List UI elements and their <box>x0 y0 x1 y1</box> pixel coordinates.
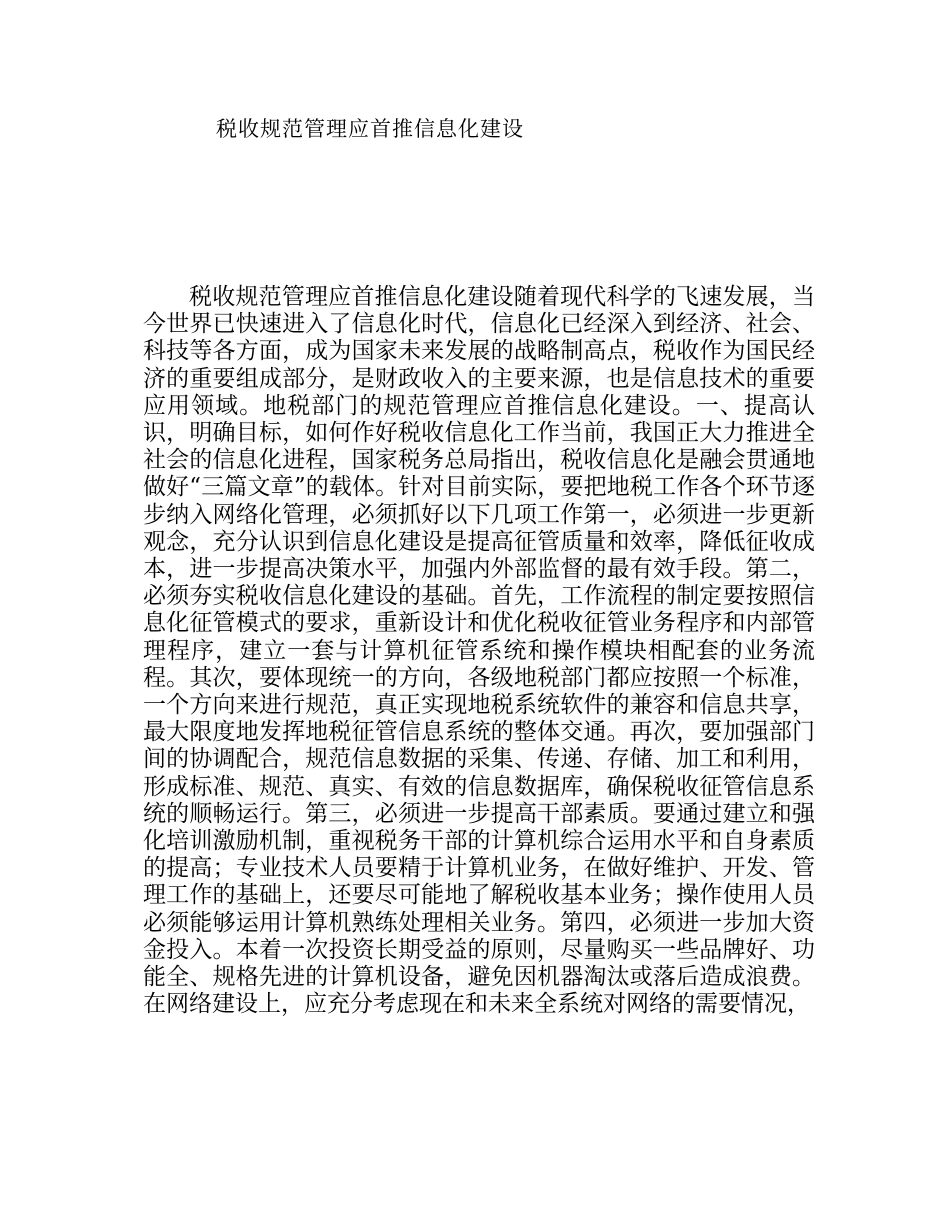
body-paragraph: 税收规范管理应首推信息化建设随着现代科学的飞速发展，当今世界已快速进入了信息化时代，信息化已经深入到经济、社会、科技等各方面，成为国家未来发展的战略制高点，税收作为国民经济的重要组成部分，是财政收入的主要来源，也是信息技术的重要应用领域。地税部门的规范管理应首推信息化建设。一、提高认识，明确目标，如何作好税收信息化工作当前，我国正大力推进全社会的信息化进程，国家税务总局指出，税收信息化是融会贯通地做好“三篇文章”的载体。针对目前实际，要把地税工作各个环节逐步纳入网络化管理，必须抓好以下几项工作第一，必须进一步更新观念，充分认识到信息化建设是提高征管质量和效率，降低征收成本，进一步提高决策水平，加强内外部监督的最有效手段。第二，必须夯实税收信息化建设的基础。首先，工作流程的制定要按照信息化征管模式的要求，重新设计和优化税收征管业务程序和内部管理程序，建立一套与计算机征管系统和操作模块相配套的业务流程。其次，要体现统一的方向，各级地税部门都应按照一个标准，一个方向来进行规范，真正实现地税系统软件的兼容和信息共享，最大限度地发挥地税征管信息系统的整体交通。再次，要加强部门间的协调配合，规范信息数据的采集、传递、存储、加工和利用，形成标准、规范、真实、有效的信息数据库，确保税收征管信息系统的顺畅运行。第三，必须进一步提高干部素质。要通过建立和强化培训激励机制，重视税务干部的计算机综合运用水平和自身素质的提高；专业技术人员要精于计算机业务，在做好维护、开发、管理工作的基础上，还要尽可能地了解税收基本业务；操作使用人员必须能够运用计算机熟练处理相关业务。第四，必须进一步加大资金投入。本着一次投资长期受益的原则，尽量购买一些品牌好、功能全、规格先进的计算机设备，避免因机器淘汰或落后造成浪费。在网络建设上，应充分考虑现在和未来全系统对网络的需要情况， <box>143 284 815 1018</box>
document-body <box>143 284 815 1018</box>
document-title: 税收规范管理应首推信息化建设 <box>216 117 524 141</box>
